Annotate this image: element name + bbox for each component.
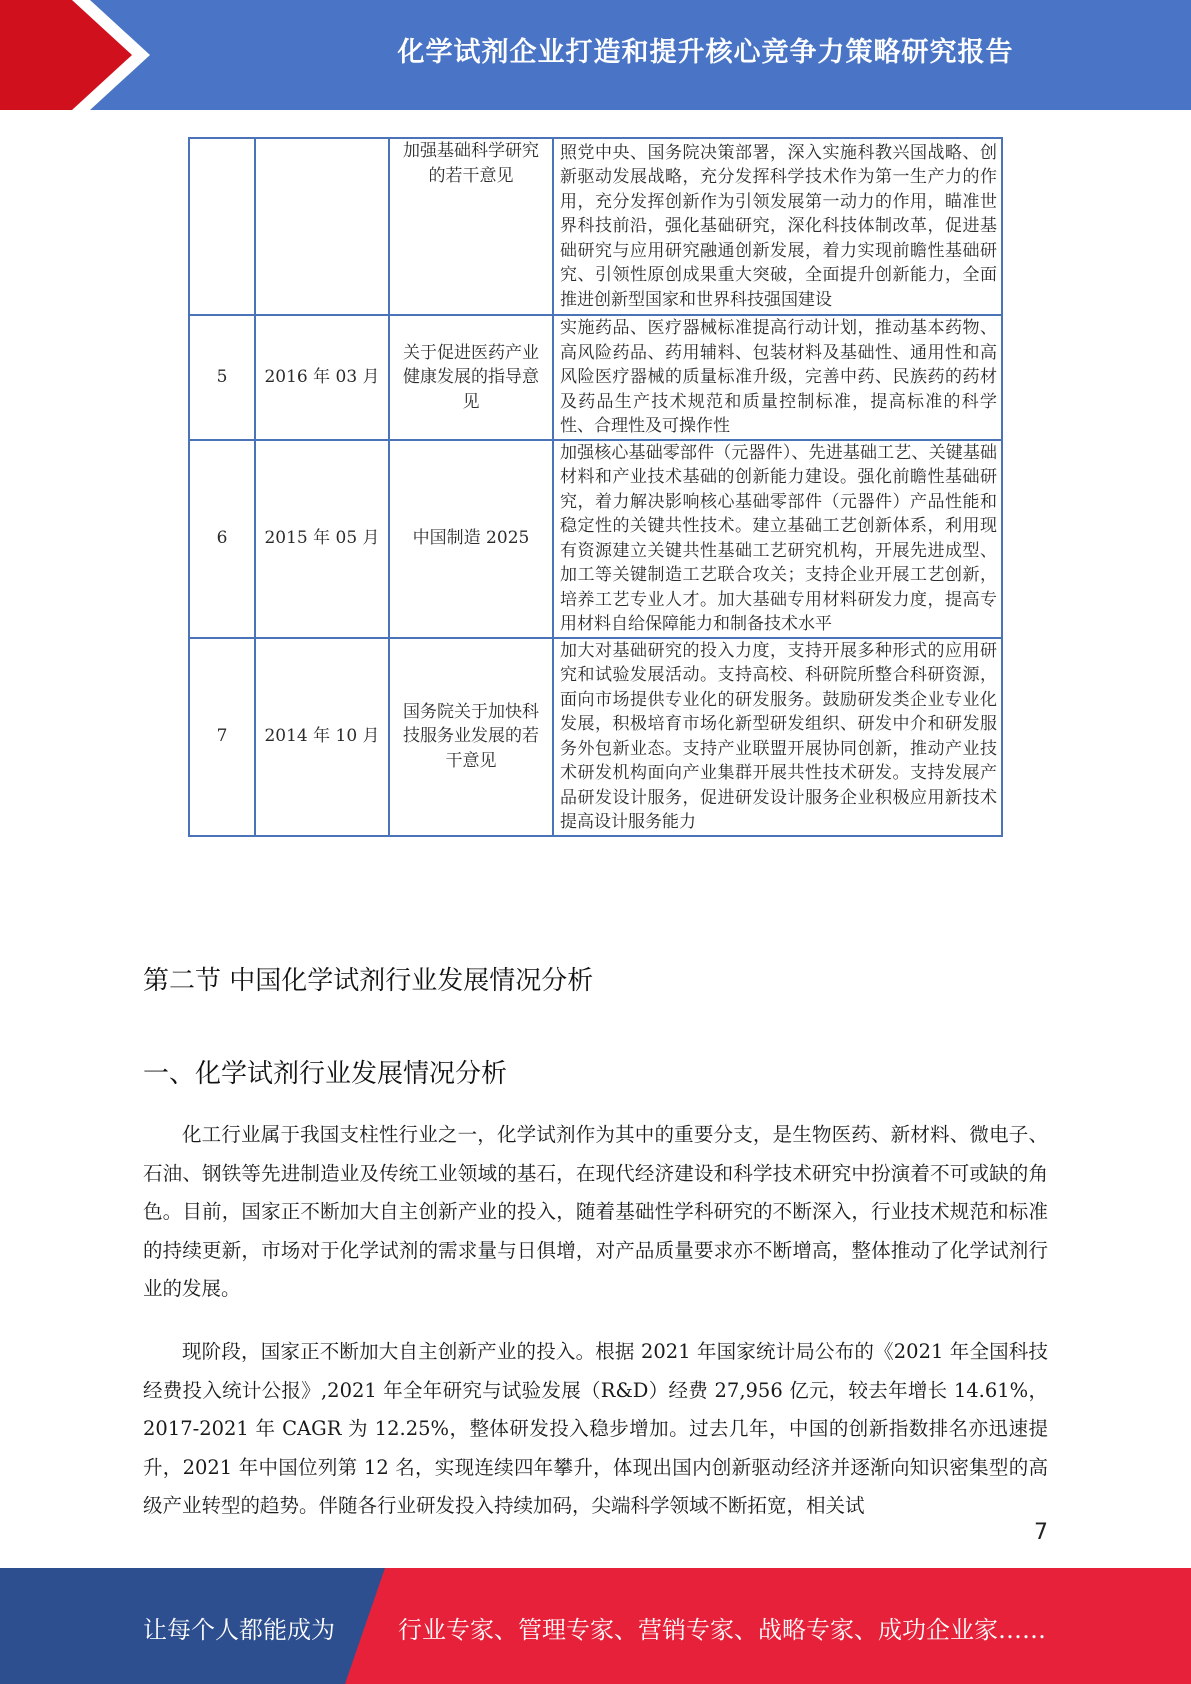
sub-heading: 一、化学试剂行业发展情况分析	[143, 1059, 508, 1089]
body-paragraph: 化工行业属于我国支柱性行业之一，化学试剂作为其中的重要分支，是生物医药、新材料、微电子、石油、钢铁等先进制造业及传统工业领域的基石，在现代经济建设和科学技术研究中扮演着不可或缺的角色。目前，国家正不断加大自主创新产业的投入，随着基础性学科研究的不断深入，行业技术规范和标准的持续更新，市场对于化学试剂的需求量与日俱增，对产品质量要求亦不断增高，整体推动了化学试剂行业的发展。	[143, 1123, 1048, 1300]
table-row	[189, 638, 1002, 836]
page-header	[0, 0, 1191, 110]
row-policy-name: 中国制造 2025	[389, 440, 553, 638]
report-title: 化学试剂企业打造和提升核心竞争力策略研究报告	[397, 37, 1014, 68]
table-row	[189, 315, 1002, 440]
body-paragraph: 现阶段，国家正不断加大自主创新产业的投入。根据 2021 年国家统计局公布的《2021 年全国科技经费投入统计公报》,2021 年全年研究与试验发展（R&D）经费 27,956 亿元，较去年增长 14.61%，2017-2021 年 CAGR 为 12.25%，整体研发投入稳步增加。过去几年，中国的创新指数排名亦迅速提升，2021 年中国位列第 12 名，实现连续四年攀升，体现出国内创新驱动经济并逐渐向知识密集型的高级产业转型的趋势。伴随各行业研发投入持续加码，尖端科学领域不断拓宽，相关试	[143, 1340, 1048, 1517]
policy-table	[188, 137, 1003, 837]
row-date: 2015 年 05 月	[255, 440, 389, 638]
row-policy-content: 照党中央、国务院决策部署，深入实施科教兴国战略、创新驱动发展战略，充分发挥科学技术作为第一生产力的作用，充分发挥创新作为引领发展第一动力的作用，瞄准世界科技前沿，强化基础研究，深化科技体制改革，促进基础研究与应用研究融通创新发展，着力实现前瞻性基础研究、引领性原创成果重大突破，全面提升创新能力，全面推进创新型国家和世界科技强国建设	[553, 138, 1002, 315]
footer-slogan-left: 让每个人都能成为	[143, 1616, 335, 1644]
row-date: 2014 年 10 月	[255, 638, 389, 836]
row-date	[255, 138, 389, 315]
row-date: 2016 年 03 月	[255, 315, 389, 440]
page-number: 7	[1034, 1520, 1048, 1545]
section-heading: 第二节 中国化学试剂行业发展情况分析	[143, 966, 594, 996]
table-row	[189, 440, 1002, 638]
row-number: 7	[189, 638, 255, 836]
table-row	[189, 138, 1002, 315]
row-policy-name: 加强基础科学研究的若干意见	[389, 138, 553, 315]
row-number: 6	[189, 440, 255, 638]
red-arrow-icon	[0, 0, 160, 110]
row-policy-name: 国务院关于加快科技服务业发展的若干意见	[389, 638, 553, 836]
row-policy-content: 加强核心基础零部件（元器件）、先进基础工艺、关键基础材料和产业技术基础的创新能力建设。强化前瞻性基础研究，着力解决影响核心基础零部件（元器件）产品性能和稳定性的关键共性技术。建立基础工艺创新体系，利用现有资源建立关键共性基础工艺研究机构，开展先进成型、加工等关键制造工艺联合攻关；支持企业开展工艺创新，培养工艺专业人才。加大基础专用材料研发力度，提高专用材料自给保障能力和制备技术水平	[553, 440, 1002, 638]
row-number: 5	[189, 315, 255, 440]
footer-slogan-right: 行业专家、管理专家、营销专家、战略专家、成功企业家……	[398, 1616, 1046, 1644]
row-number	[189, 138, 255, 315]
row-policy-name: 关于促进医药产业健康发展的指导意见	[389, 315, 553, 440]
page-footer	[0, 1568, 1191, 1684]
row-policy-content: 实施药品、医疗器械标准提高行动计划，推动基本药物、高风险药品、药用辅料、包装材料及基础性、通用性和高风险医疗器械的质量标准升级，完善中药、民族药的药材及药品生产技术规范和质量控制标准，提高标准的科学性、合理性及可操作性	[553, 315, 1002, 440]
row-policy-content: 加大对基础研究的投入力度，支持开展多种形式的应用研究和试验发展活动。支持高校、科研院所整合科研资源，面向市场提供专业化的研发服务。鼓励研发类企业专业化发展，积极培育市场化新型研发组织、研发中介和研发服务外包新业态。支持产业联盟开展协同创新，推动产业技术研发机构面向产业集群开展共性技术研发。支持发展产品研发设计服务，促进研发设计服务企业积极应用新技术提高设计服务能力	[553, 638, 1002, 836]
